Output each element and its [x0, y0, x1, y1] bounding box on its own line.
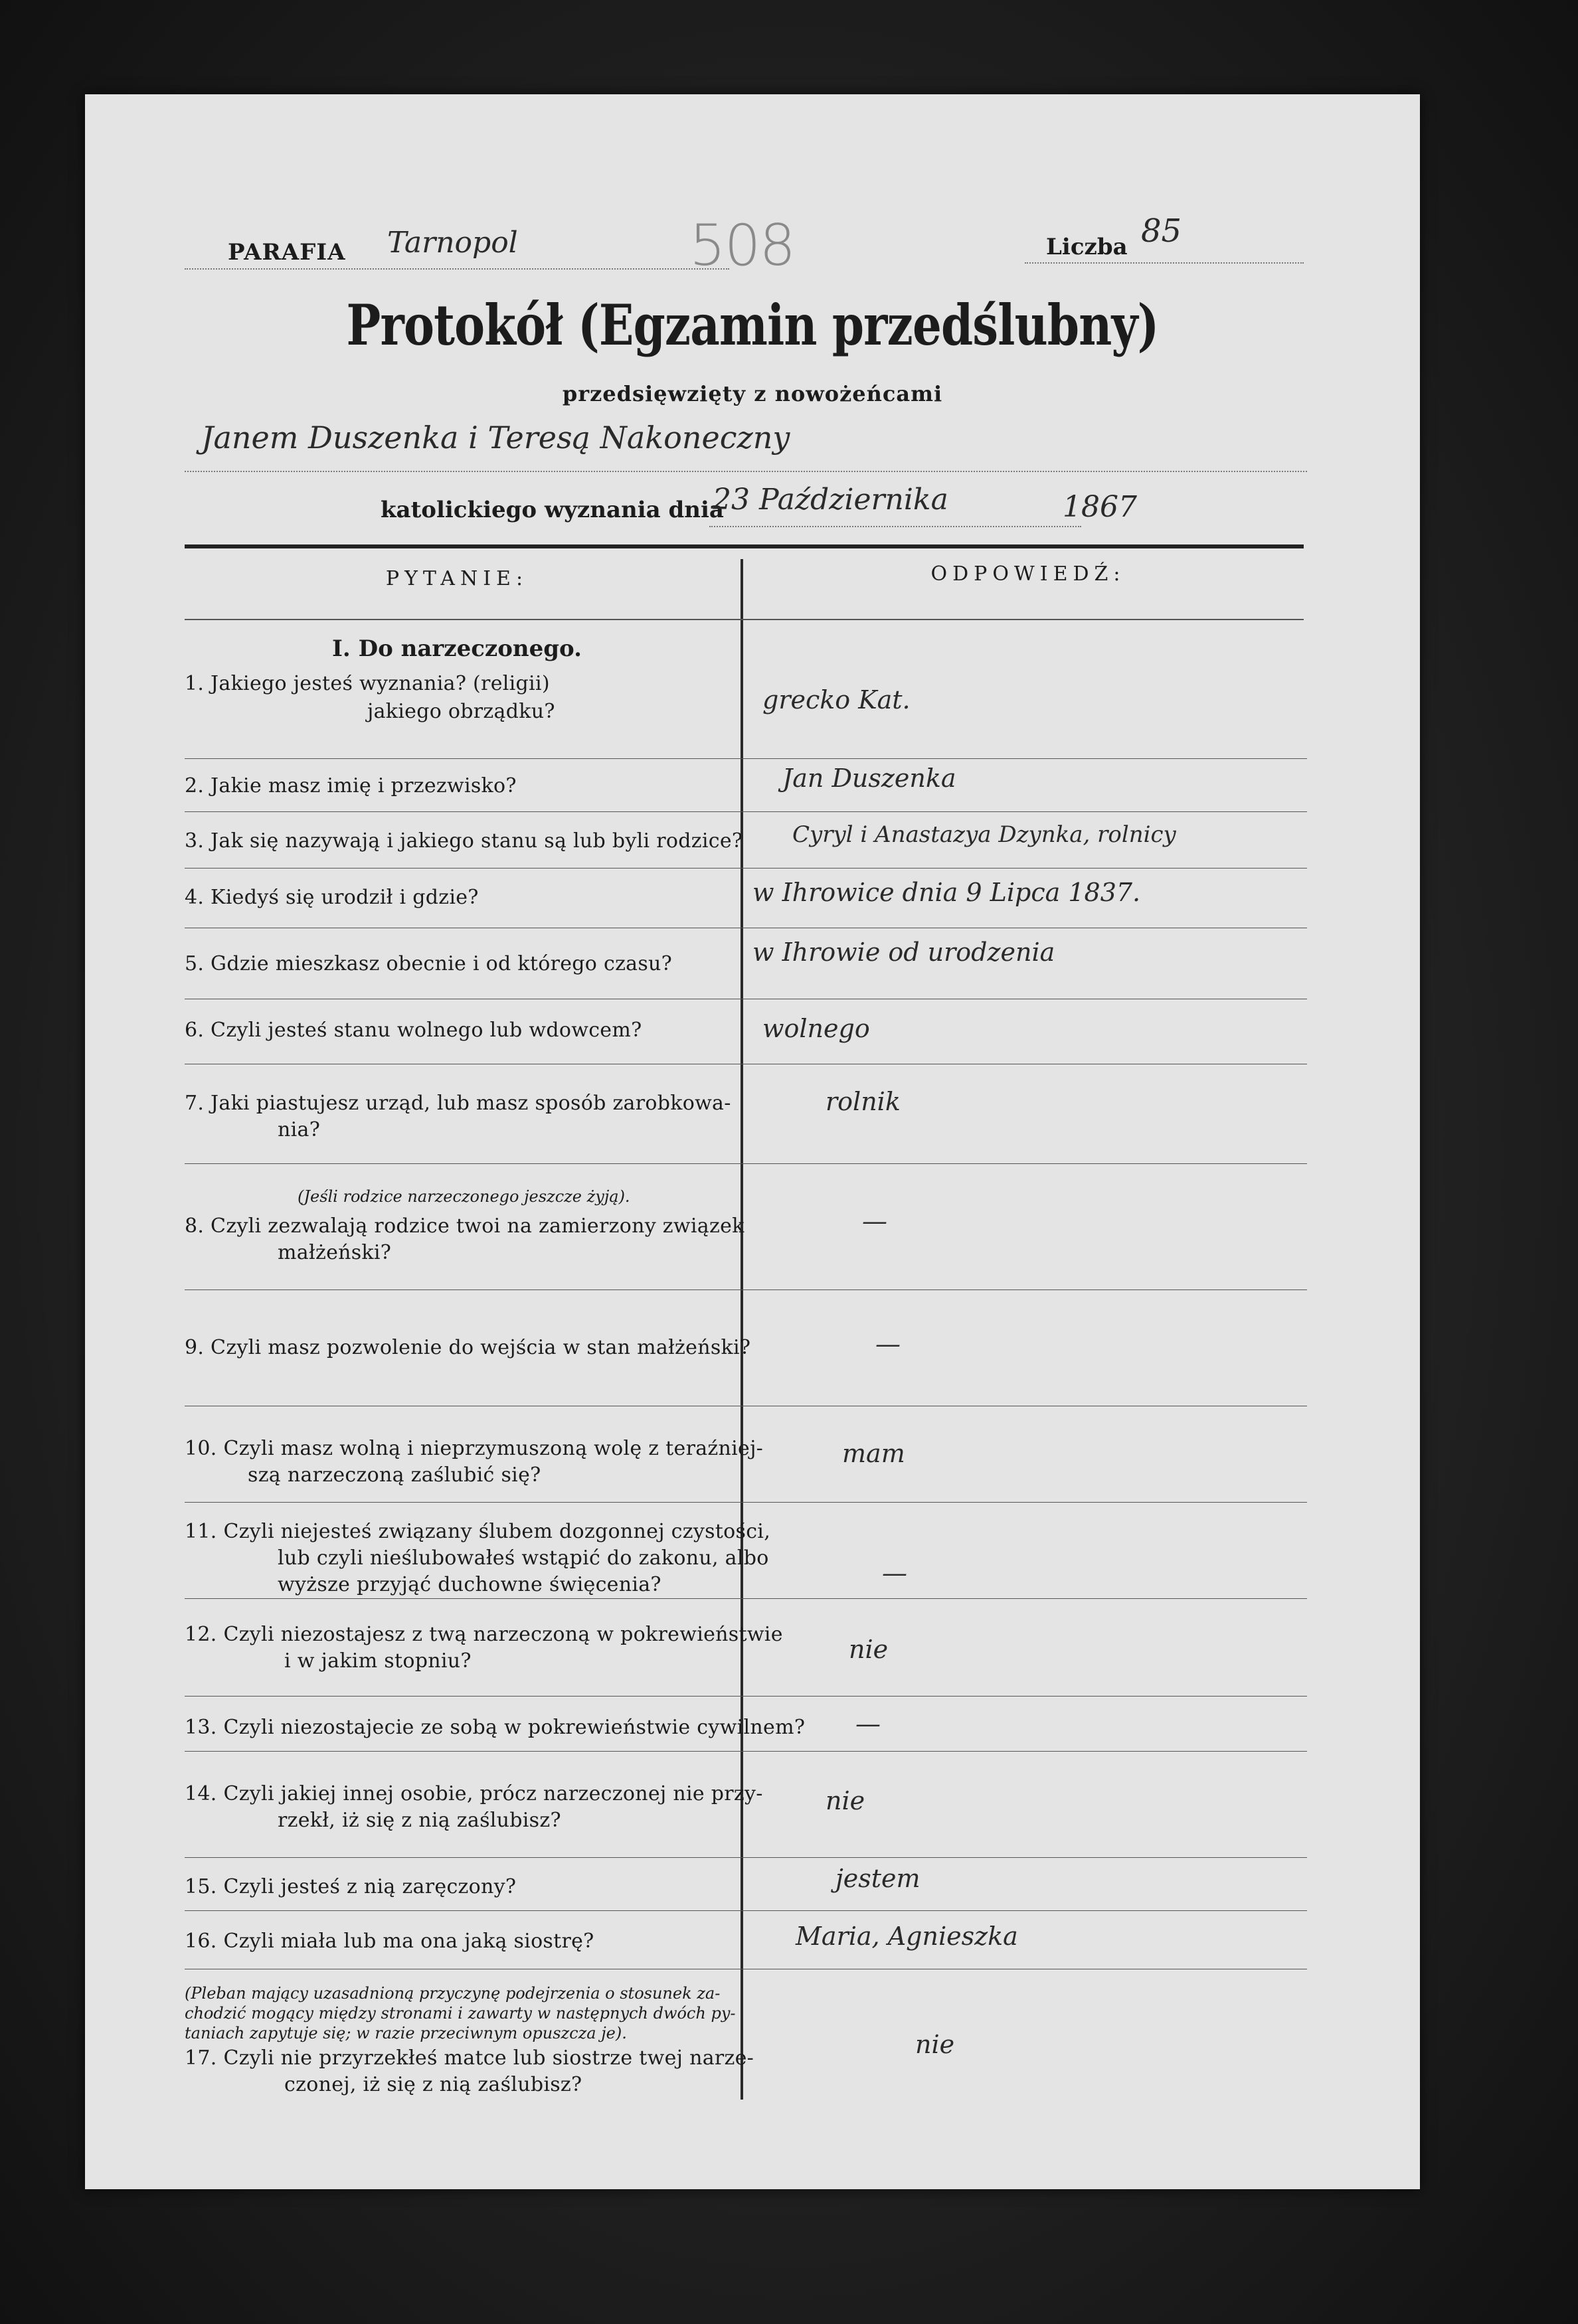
column-header-question: PYTANIE: — [385, 567, 529, 590]
row-rule — [185, 1696, 1307, 1697]
answer-5: w Ihrowie od urodzenia — [752, 938, 1055, 967]
answer-14: nie — [826, 1786, 865, 1815]
answer-13: — — [855, 1709, 881, 1738]
question-13: 13. Czyli niezostajecie ze sobą w pokrewieństwie cywilnem? — [185, 1716, 806, 1739]
answer-9: — — [875, 1329, 901, 1359]
year-value: 1867 — [1063, 490, 1137, 524]
question-6: 6. Czyli jesteś stanu wolnego lub wdowcem? — [185, 1019, 642, 1042]
parafia-value: Tarnopol — [387, 226, 518, 260]
question-7: 7. Jaki piastujesz urząd, lub masz sposób zarobkowa- — [185, 1092, 731, 1115]
answer-16: Maria, Agnieszka — [796, 1922, 1018, 1951]
liczba-label: Liczba — [1046, 234, 1128, 260]
row-rule — [185, 1163, 1307, 1164]
answer-2: Jan Duszenka — [782, 764, 956, 793]
question-11-line3: wyższe przyjąć duchowne święcenia? — [278, 1573, 661, 1596]
question-17-line2: czonej, iż się z nią zaślubisz? — [284, 2073, 582, 2096]
question-7-line2: nia? — [278, 1118, 321, 1141]
parafia-label: PARAFIA — [228, 239, 346, 266]
date-underline — [709, 526, 1081, 527]
couple-names: Janem Duszenka i Teresą Nakoneczny — [201, 420, 790, 456]
row-rule — [185, 868, 1307, 869]
question-12-line2: i w jakim stopniu? — [284, 1649, 472, 1673]
answer-1: grecko Kat. — [762, 685, 911, 714]
stamp-number: 508 — [689, 212, 795, 279]
row-rule — [185, 1598, 1307, 1599]
question-4: 4. Kiedyś się urodził i gdzie? — [185, 886, 479, 909]
answer-4: w Ihrowice dnia 9 Lipca 1837. — [752, 878, 1141, 907]
question-8-note: (Jeśli rodzice narzeczonego jeszcze żyją). — [298, 1187, 630, 1206]
answer-8: — — [862, 1206, 887, 1236]
date-value: 23 Października — [713, 483, 948, 517]
row-rule — [185, 1910, 1307, 1911]
row-rule — [185, 1289, 1307, 1290]
column-header-answer: ODPOWIEDŹ: — [930, 562, 1126, 586]
question-17-note-line3: taniach zapytuje się; w razie przeciwnym opuszcza je). — [185, 2024, 627, 2042]
question-10-line2: szą narzeczoną zaślubić się? — [248, 1463, 541, 1487]
answer-12: nie — [849, 1635, 889, 1664]
question-14: 14. Czyli jakiej innej osobie, prócz narzeczonej nie przy- — [185, 1782, 763, 1805]
page-title: Protokół (Egzamin przedślubny) — [346, 292, 1159, 358]
question-12: 12. Czyli niezostajesz z twą narzeczoną w pokrewieństwie — [185, 1623, 783, 1646]
date-label: katolickiego wyznania dnia — [381, 497, 724, 523]
question-15: 15. Czyli jesteś z nią zaręczony? — [185, 1875, 517, 1898]
question-11-line2: lub czyli nieślubowałeś wstąpić do zakonu, albo — [278, 1546, 769, 1570]
answer-10: mam — [842, 1439, 905, 1468]
question-17: 17. Czyli nie przyrzekłeś matce lub siostrze twej narze- — [185, 2046, 754, 2070]
question-1-line2: jakiego obrządku? — [367, 700, 555, 723]
answer-11: — — [882, 1558, 907, 1588]
question-17-note: (Pleban mający uzasadnioną przyczynę podejrzenia o stosunek za- — [185, 1984, 721, 2003]
column-divider — [741, 559, 743, 2100]
question-5: 5. Gdzie mieszkasz obecnie i od którego czasu? — [185, 952, 673, 975]
subtitle: przedsięwzięty z nowożeńcami — [562, 381, 943, 406]
question-2: 2. Jakie masz imię i przezwisko? — [185, 774, 517, 797]
question-8: 8. Czyli zezwalają rodzice twoi na zamierzony związek — [185, 1214, 745, 1238]
question-16: 16. Czyli miała lub ma ona jaką siostrę? — [185, 1930, 594, 1953]
answer-3: Cyryl i Anastazya Dzynka, rolnicy — [792, 821, 1176, 848]
answer-17: nie — [915, 2030, 955, 2059]
section-title: I. Do narzeczonego. — [332, 635, 582, 662]
question-9: 9. Czyli masz pozwolenie do wejścia w stan małżeński? — [185, 1336, 751, 1359]
row-rule — [185, 1857, 1307, 1858]
document-page — [85, 94, 1420, 2189]
couple-underline — [185, 471, 1307, 472]
row-rule — [185, 1751, 1307, 1752]
row-rule — [185, 1502, 1307, 1503]
parafia-underline — [185, 268, 729, 270]
question-1: 1. Jakiego jesteś wyznania? (religii) — [185, 672, 550, 695]
row-rule — [185, 758, 1307, 759]
answer-7: rolnik — [826, 1087, 901, 1116]
question-17-note-line2: chodzić mogący między stronami i zawarty w następnych dwóch py- — [185, 2004, 736, 2023]
question-3: 3. Jak się nazywają i jakiego stanu są lub byli rodzice? — [185, 829, 743, 853]
liczba-underline — [1025, 262, 1304, 264]
question-8-line2: małżeński? — [278, 1241, 392, 1264]
answer-15: jestem — [835, 1864, 920, 1893]
liczba-value: 85 — [1141, 212, 1182, 250]
header-rule — [185, 544, 1304, 548]
question-10: 10. Czyli masz wolną i nieprzymuszoną wolę z teraźniej- — [185, 1437, 764, 1460]
answer-6: wolnego — [762, 1014, 870, 1043]
question-14-line2: rzekł, iż się z nią zaślubisz? — [278, 1809, 561, 1832]
row-rule — [185, 811, 1307, 812]
question-11: 11. Czyli niejesteś związany ślubem dozgonnej czystości, — [185, 1520, 771, 1543]
column-header-rule — [185, 619, 1304, 620]
